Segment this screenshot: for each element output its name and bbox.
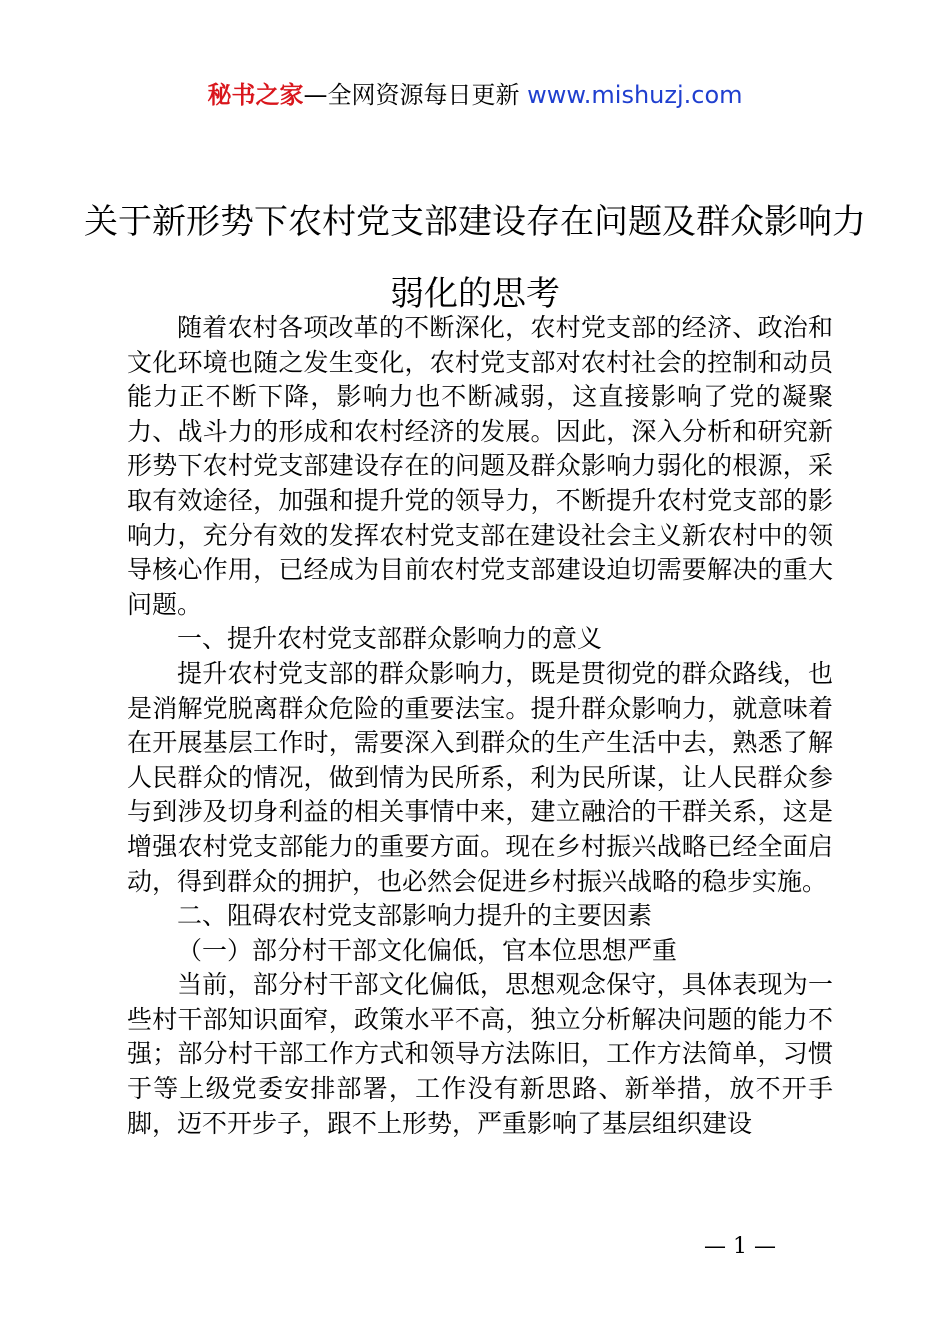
document-body (127, 311, 833, 1141)
subsection-1-paragraph: 当前，部分村干部文化偏低，思想观念保守，具体表现为一些村干部知识面窄，政策水平不高，独立分析解决问题的能力不强；部分村干部工作方式和领导方法陈旧，工作方法简单，习惯于等上级党委安排部署，工作没有新思路、新举措，放不开手脚，迈不开步子，跟不上形势，严重影响了基层组织建设 (127, 970, 833, 1138)
section-1-paragraph: 提升农村党支部的群众影响力，既是贯彻党的群众路线，也是消解党脱离群众危险的重要法宝。提升群众影响力，就意味着在开展基层工作时，需要深入到群众的生产生活中去，熟悉了解人民群众的情况，做到情为民所系，利为民所谋，让人民群众参与到涉及切身利益的相关事情中来，建立融洽的干群关系，这是增强农村党支部能力的重要方面。现在乡村振兴战略已经全面启动，得到群众的拥护，也必然会促进乡村振兴战略的稳步实施。 (127, 658, 833, 896)
subsection-heading-1: （一）部分村干部文化偏低，官本位思想严重 (177, 935, 678, 965)
header-tagline: —全网资源每日更新 (303, 81, 520, 109)
section-heading-1: 一、提升农村党支部群众影响力的意义 (177, 624, 603, 654)
page-number: — 1 — (704, 1234, 776, 1259)
intro-paragraph: 随着农村各项改革的不断深化，农村党支部的经济、政治和文化环境也随之发生变化，农村党支部对农村社会的控制和动员能力正不断下降，影响力也不断减弱，这直接影响了党的凝聚力、战斗力的形成和农村经济的发展。因此，深入分析和研究新形势下农村党支部建设存在的问题及群众影响力弱化的根源，采取有效途径，加强和提升党的领导力，不断提升农村党支部的影响力，充分有效的发挥农村党支部在建设社会主义新农村中的领导核心作用，已经成为目前农村党支部建设迫切需要解决的重大问题。 (127, 313, 833, 619)
website-link[interactable]: www.mishuzj.com (527, 81, 743, 109)
site-header (0, 78, 950, 112)
brand-name: 秘书之家 (207, 81, 304, 109)
section-heading-2: 二、阻碍农村党支部影响力提升的主要因素 (177, 901, 653, 931)
document-title: 关于新形势下农村党支部建设存在问题及群众影响力弱化的思考 (84, 202, 866, 314)
